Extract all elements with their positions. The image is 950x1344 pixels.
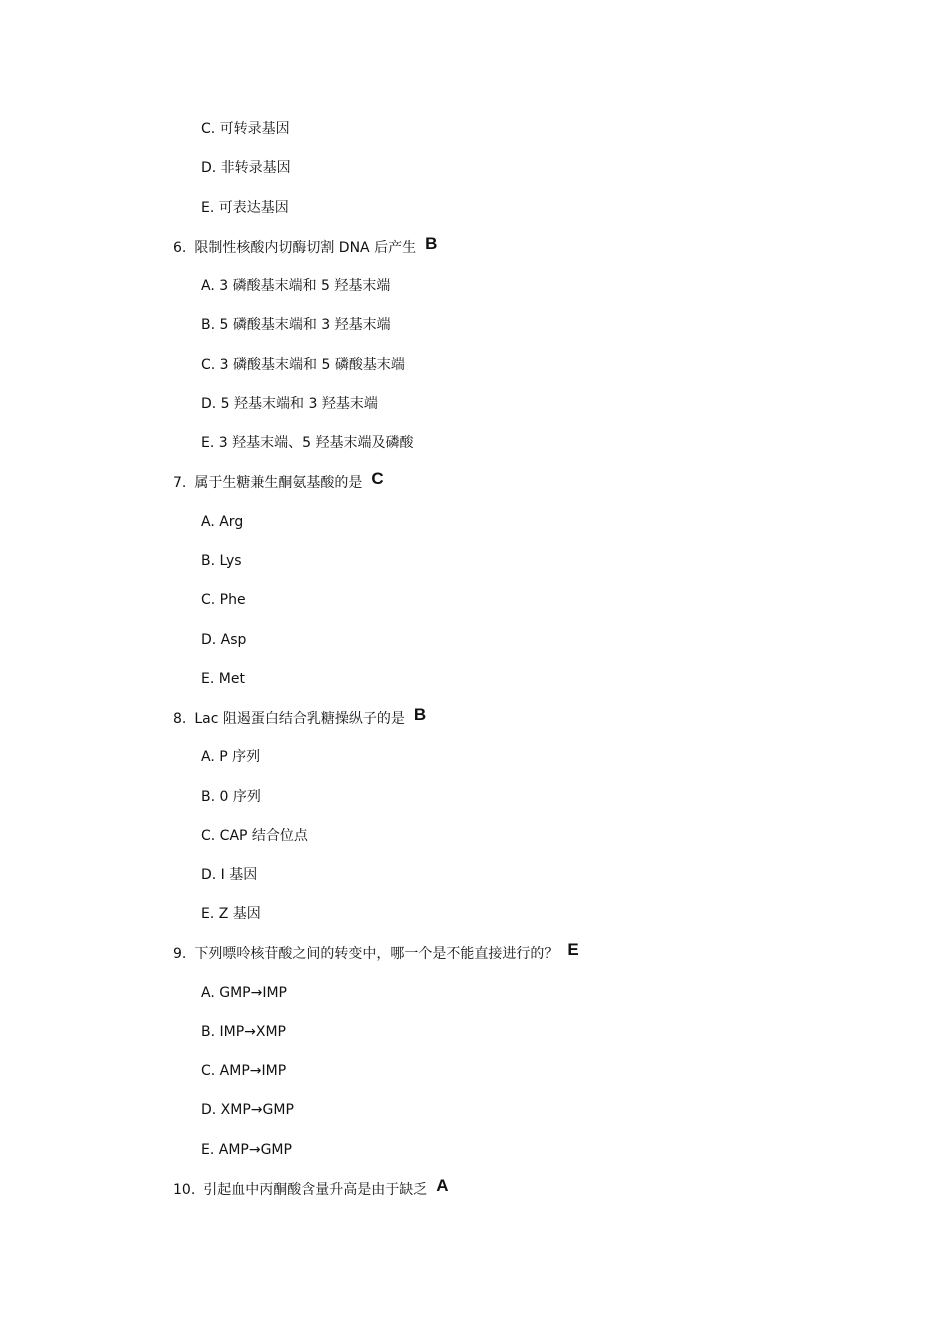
question-9 [173,940,579,964]
option-line: D. 5 羟基末端和 3 羟基末端 [201,396,378,412]
option-line: B. IMP→XMP [201,1024,286,1040]
answer-mark: B [425,234,438,253]
option-line: A. 3 磷酸基末端和 5 羟基末端 [201,278,391,294]
option-line: C. CAP 结合位点 [201,828,308,844]
answer-mark: A [436,1176,449,1195]
option-line: B. 0 序列 [201,789,261,805]
option-line: B. Lys [201,553,242,569]
option-line: C. 可转录基因 [201,121,290,137]
question-6 [173,234,438,258]
question-text: Lac 阻遏蛋白结合乳糖操纵子的是 [194,711,405,727]
option-line: C. Phe [201,592,246,608]
option-line: A. Arg [201,514,244,530]
question-number: 10. [173,1182,196,1198]
answer-mark: B [413,705,427,724]
answer-mark: C [371,469,384,488]
question-number: 7. [173,475,187,491]
question-10 [173,1176,449,1200]
question-number: 8. [173,711,187,727]
option-line: E. 可表达基因 [201,200,289,216]
answer-mark: E [567,940,579,959]
option-line: A. GMP→IMP [201,985,287,1001]
option-line: C. 3 磷酸基末端和 5 磷酸基末端 [201,357,405,373]
question-number: 6. [173,240,187,256]
question-text: 限制性核酸内切酶切割 DNA 后产生 [194,240,417,256]
option-line: E. Met [201,671,245,687]
option-line: E. AMP→GMP [201,1142,292,1158]
option-line: D. XMP→GMP [201,1102,294,1118]
question-number: 9. [173,946,187,962]
option-line: B. 5 磷酸基末端和 3 羟基末端 [201,317,391,333]
question-8 [173,705,427,729]
option-line: A. P 序列 [201,749,261,765]
option-line: C. AMP→IMP [201,1063,287,1079]
option-line: D. I 基因 [201,867,258,883]
question-text: 属于生糖兼生酮氨基酸的是 [194,475,363,491]
question-text: 引起血中丙酮酸含量升高是由于缺乏 [203,1182,428,1198]
question-7 [173,469,384,493]
option-line: E. 3 羟基末端、5 羟基末端及磷酸 [201,435,414,451]
question-text: 下列嘌呤核苷酸之间的转变中，哪一个是不能直接进行的？ [194,946,559,962]
option-line: D. 非转录基因 [201,160,291,176]
option-line: D. Asp [201,632,247,648]
option-line: E. Z 基因 [201,906,261,922]
